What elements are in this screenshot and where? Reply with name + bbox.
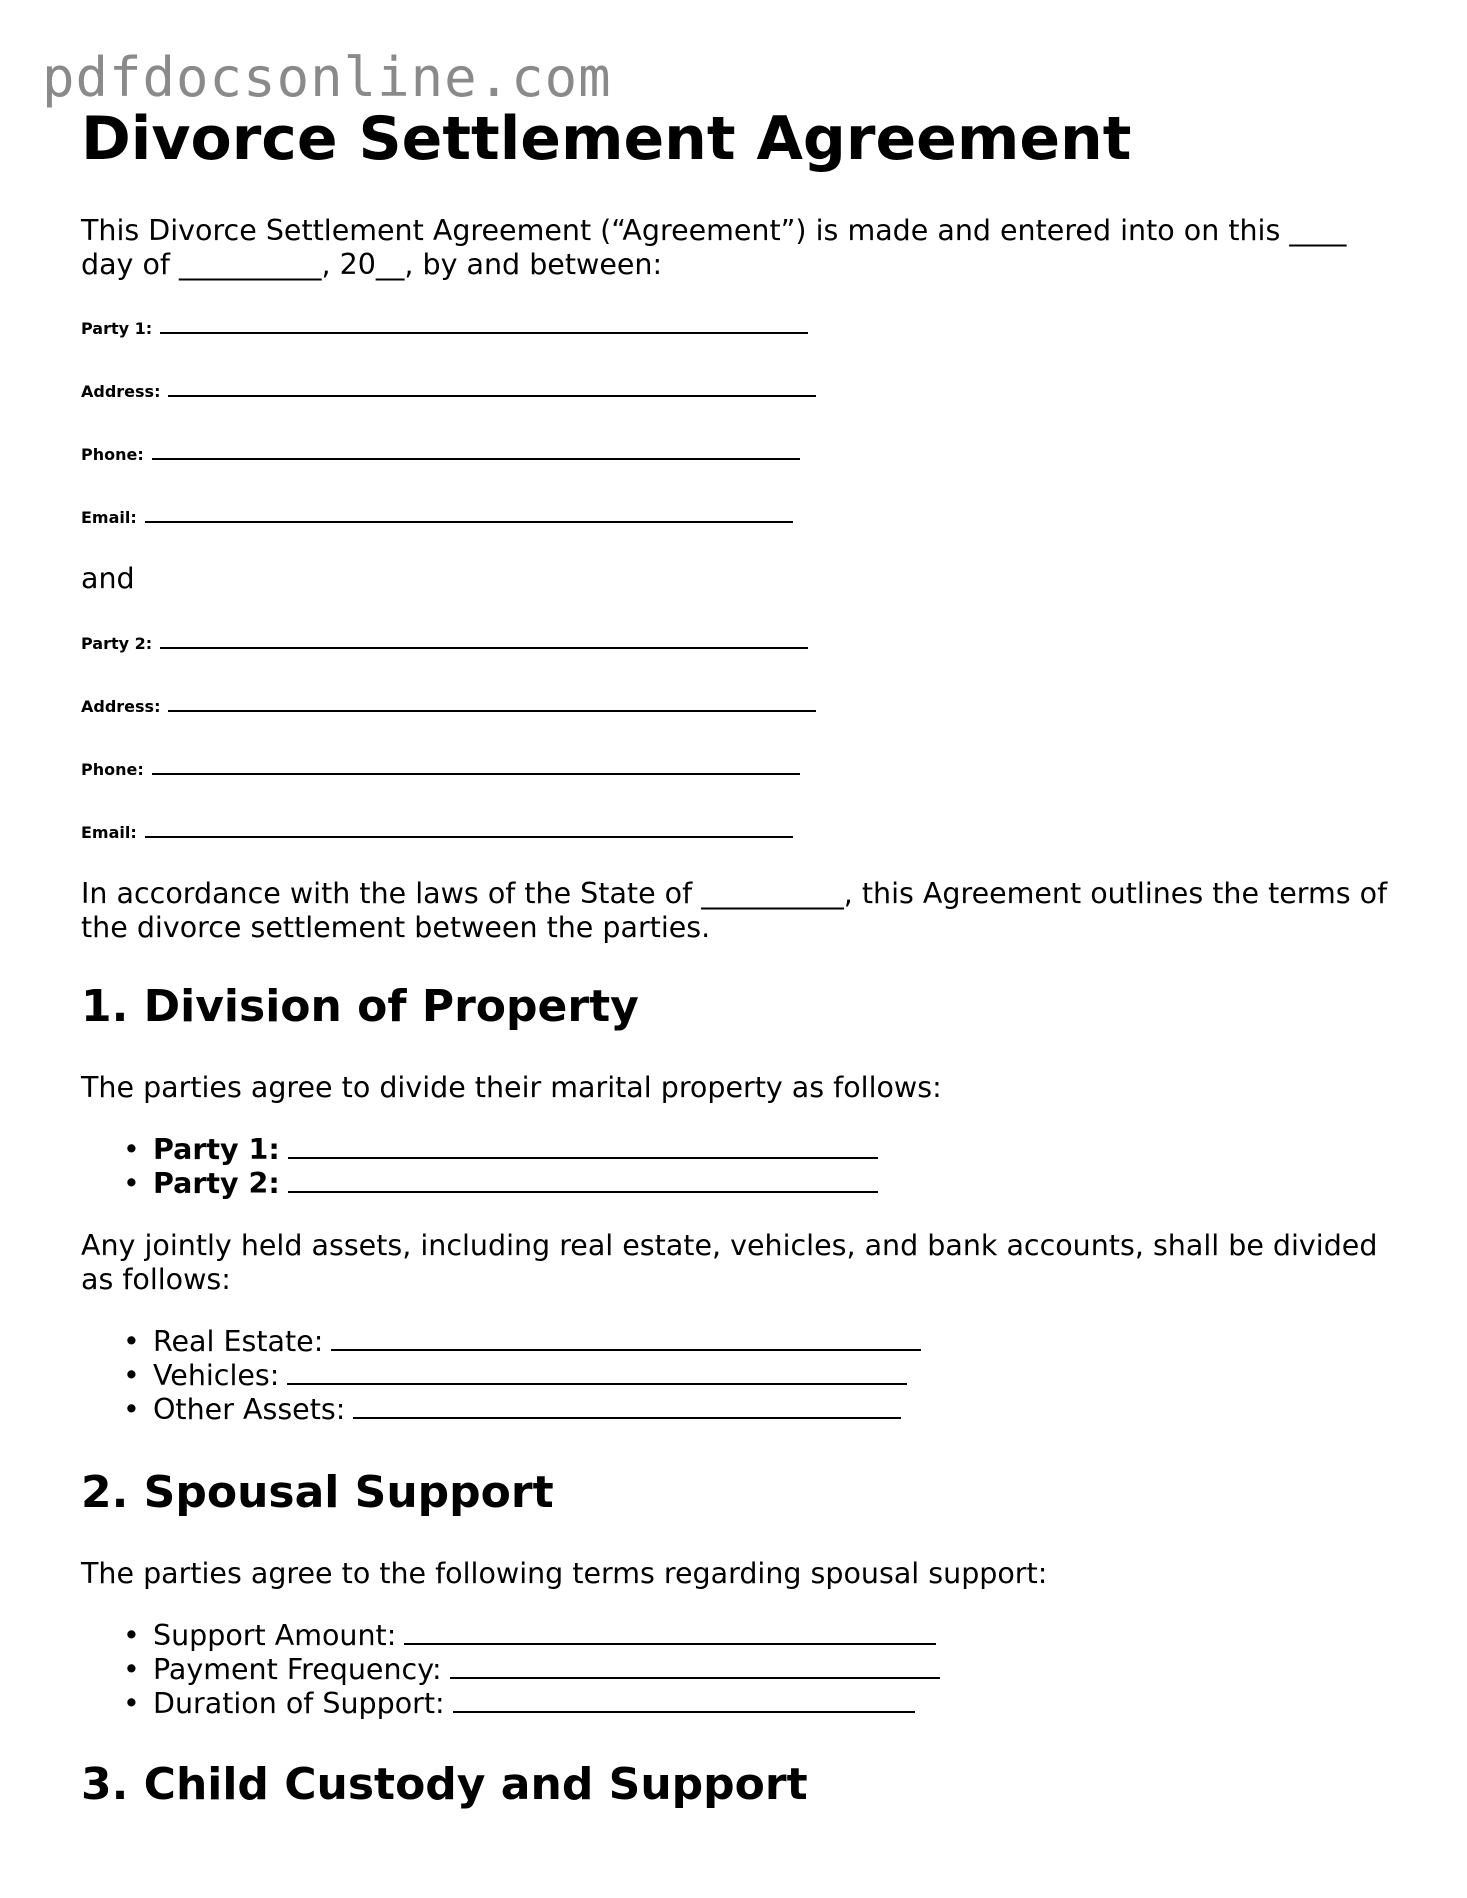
party2-phone-field (81, 751, 1401, 786)
list-item (153, 1167, 1401, 1201)
real-estate-blank[interactable] (331, 1327, 921, 1351)
list-item-label: Duration of Support: (153, 1687, 445, 1720)
vehicles-blank[interactable] (287, 1361, 907, 1385)
list-item-label: Party 2: (153, 1167, 280, 1200)
party1-phone-label: Phone: (81, 445, 144, 464)
document-title: Divorce Settlement Agreement (81, 104, 1132, 174)
list-item (153, 1653, 1401, 1687)
watermark: pdfdocsonline.com (42, 46, 612, 109)
list-item (153, 1133, 1401, 1167)
property-party-list (81, 1133, 1401, 1201)
party2-phone-blank[interactable] (152, 751, 800, 775)
list-item (153, 1687, 1401, 1721)
party2-email-field (81, 814, 1401, 849)
party2-name-field (81, 625, 1401, 660)
party2-address-field (81, 688, 1401, 723)
party1-address-label: Address: (81, 382, 161, 401)
spousal-support-intro: The parties agree to the following terms regarding spousal support: (81, 1557, 1048, 1590)
document-page (81, 100, 1401, 1813)
other-assets-blank[interactable] (353, 1395, 901, 1419)
party1-email-field (81, 499, 1401, 534)
asset-list (81, 1325, 1401, 1427)
list-item-label: Real Estate: (153, 1325, 324, 1358)
party2-label: Party 2: (81, 634, 153, 653)
list-item-label: Payment Frequency: (153, 1653, 442, 1686)
party2-address-label: Address: (81, 697, 161, 716)
party1-email-label: Email: (81, 508, 137, 527)
party1-address-field (81, 373, 1401, 408)
support-amount-blank[interactable] (404, 1621, 936, 1645)
section-heading-division-of-property: 1. Division of Property (81, 981, 639, 1032)
party1-address-blank[interactable] (168, 373, 816, 397)
party1-phone-blank[interactable] (152, 436, 800, 460)
intro-paragraph: This Divorce Settlement Agreement (“Agreement”) is made and entered into on this ____ day of __________, 20__, by and between: (81, 214, 1347, 281)
list-item-label: Other Assets: (153, 1393, 346, 1426)
party2-email-blank[interactable] (145, 814, 793, 838)
section-heading-spousal-support: 2. Spousal Support (81, 1467, 554, 1518)
party1-phone-field (81, 436, 1401, 471)
list-item (153, 1325, 1401, 1359)
payment-frequency-blank[interactable] (450, 1655, 940, 1679)
party1-name-blank[interactable] (160, 310, 808, 334)
party2-email-label: Email: (81, 823, 137, 842)
duration-blank[interactable] (453, 1689, 915, 1713)
property-party2-blank[interactable] (288, 1169, 878, 1193)
law-paragraph: In accordance with the laws of the State of __________, this Agreement outlines the terms of the divorce settlement between the parties. (81, 877, 1388, 944)
spousal-support-list (81, 1619, 1401, 1721)
property-party1-blank[interactable] (288, 1135, 878, 1159)
section-heading-child-custody: 3. Child Custody and Support (81, 1759, 808, 1810)
list-item-label: Support Amount: (153, 1619, 397, 1652)
list-item-label: Party 1: (153, 1133, 280, 1166)
party1-email-blank[interactable] (145, 499, 793, 523)
and-text: and (81, 562, 135, 595)
list-item (153, 1619, 1401, 1653)
party2-name-blank[interactable] (160, 625, 808, 649)
property-intro: The parties agree to divide their marital property as follows: (81, 1071, 942, 1104)
party2-address-blank[interactable] (168, 688, 816, 712)
party2-phone-label: Phone: (81, 760, 144, 779)
list-item (153, 1393, 1401, 1427)
party1-name-field (81, 310, 1401, 345)
party1-label: Party 1: (81, 319, 153, 338)
list-item-label: Vehicles: (153, 1359, 280, 1392)
joint-assets-paragraph: Any jointly held assets, including real estate, vehicles, and bank accounts, shall be divided as follows: (81, 1229, 1378, 1296)
list-item (153, 1359, 1401, 1393)
